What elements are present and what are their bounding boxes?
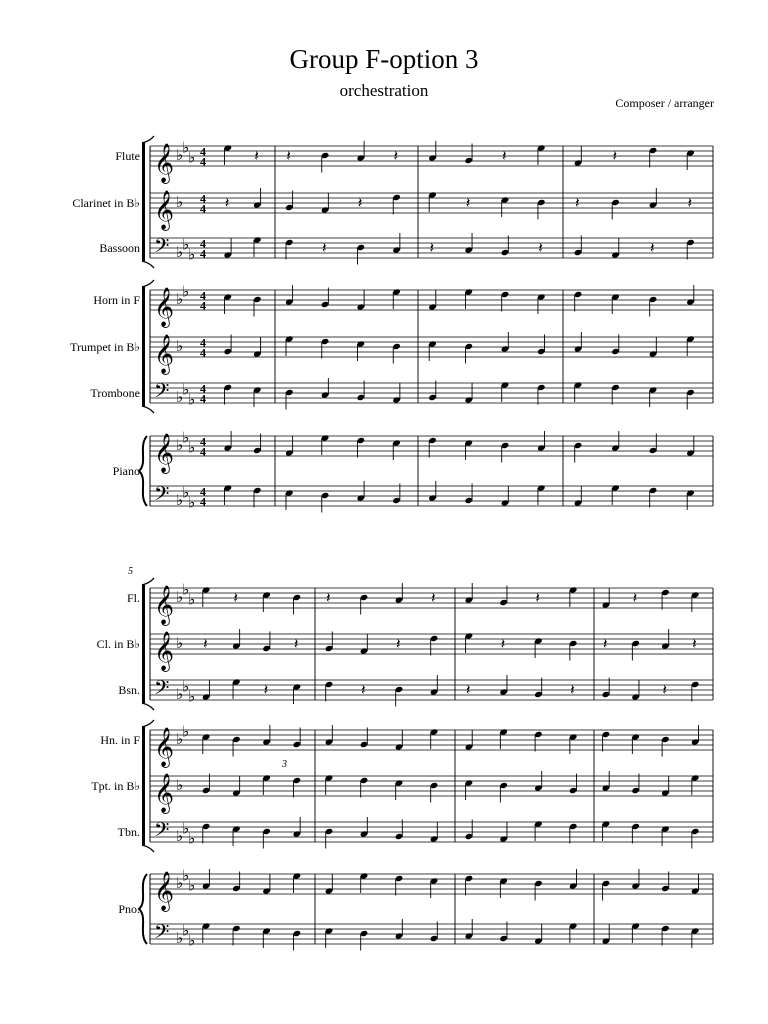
bracket-hook bbox=[142, 703, 154, 710]
time-signature-top: 4 bbox=[200, 484, 206, 499]
instrument-label: Trombone bbox=[90, 386, 140, 400]
quarter-rest: 𝄽 bbox=[263, 681, 269, 699]
key-signature-flat: ♭ bbox=[176, 827, 184, 845]
time-signature-bottom: 4 bbox=[200, 201, 206, 216]
quarter-rest: 𝄽 bbox=[361, 681, 366, 699]
bracket-hook bbox=[142, 578, 154, 585]
key-signature-flat: ♭ bbox=[176, 730, 184, 748]
quarter-rest: 𝄽 bbox=[535, 589, 540, 607]
quarter-rest: 𝄽 bbox=[293, 635, 299, 653]
key-signature-flat: ♭ bbox=[188, 829, 196, 848]
quarter-rest: 𝄽 bbox=[233, 589, 238, 607]
treble-clef: 𝄞 bbox=[154, 287, 175, 327]
key-signature-flat: ♭ bbox=[176, 776, 184, 794]
key-signature-flat: ♭ bbox=[176, 685, 184, 703]
instrument-label: Flute bbox=[115, 149, 140, 163]
treble-clef: 𝄞 bbox=[154, 334, 175, 374]
treble-clef: 𝄞 bbox=[154, 773, 175, 813]
instrument-label: Tbn. bbox=[117, 825, 140, 839]
key-signature-flat: ♭ bbox=[182, 380, 190, 399]
instrument-label: Bsn. bbox=[118, 683, 140, 697]
key-signature-flat: ♭ bbox=[182, 235, 190, 254]
key-signature-flat: ♭ bbox=[176, 588, 184, 606]
bass-clef: 𝄢 bbox=[154, 818, 170, 846]
quarter-rest: 𝄽 bbox=[602, 635, 608, 653]
system-2 bbox=[139, 578, 713, 951]
instrument-label: Horn in F bbox=[93, 293, 140, 307]
quarter-rest: 𝄽 bbox=[429, 239, 435, 257]
time-signature-bottom: 4 bbox=[200, 345, 206, 360]
instrument-label: Clarinet in B♭ bbox=[72, 196, 140, 210]
instrument-label: Trumpet in B♭ bbox=[70, 340, 140, 354]
bracket-hook bbox=[142, 406, 154, 413]
quarter-rest: 𝄽 bbox=[632, 589, 638, 607]
key-signature-flat: ♭ bbox=[188, 390, 196, 409]
instrument-label: Bassoon bbox=[99, 241, 140, 255]
treble-clef: 𝄞 bbox=[154, 143, 175, 183]
quarter-rest: 𝄽 bbox=[500, 635, 506, 653]
key-signature-flat: ♭ bbox=[176, 193, 184, 211]
key-signature-flat: ♭ bbox=[182, 483, 190, 502]
quarter-rest: 𝄽 bbox=[431, 589, 436, 607]
quarter-rest: 𝄽 bbox=[570, 681, 575, 699]
key-signature-flat: ♭ bbox=[176, 436, 184, 454]
key-signature-flat: ♭ bbox=[188, 438, 196, 457]
quarter-rest: 𝄽 bbox=[692, 635, 697, 653]
key-signature-flat: ♭ bbox=[188, 148, 196, 167]
bracket-hook bbox=[142, 136, 154, 143]
time-signature-bottom: 4 bbox=[200, 444, 206, 459]
quarter-rest: 𝄽 bbox=[357, 194, 363, 212]
score-subtitle: orchestration bbox=[339, 81, 429, 100]
time-signature-top: 4 bbox=[200, 335, 206, 350]
key-signature-flat: ♭ bbox=[188, 687, 196, 706]
time-signature-top: 4 bbox=[200, 236, 206, 251]
key-signature-flat: ♭ bbox=[188, 493, 196, 512]
key-signature-flat: ♭ bbox=[176, 634, 184, 652]
quarter-rest: 𝄽 bbox=[396, 635, 401, 653]
time-signature-top: 4 bbox=[200, 434, 206, 449]
quarter-rest: 𝄽 bbox=[687, 194, 693, 212]
instrument-label: Piano bbox=[112, 464, 140, 478]
key-signature-flat: ♭ bbox=[176, 874, 184, 892]
treble-clef: 𝄞 bbox=[154, 585, 175, 625]
instrument-label: Fl. bbox=[126, 591, 140, 605]
piano-brace bbox=[139, 436, 147, 506]
quarter-rest: 𝄽 bbox=[575, 194, 580, 212]
bracket-hook bbox=[142, 280, 154, 287]
treble-clef: 𝄞 bbox=[154, 190, 175, 230]
quarter-rest: 𝄽 bbox=[538, 239, 543, 257]
quarter-rest: 𝄽 bbox=[662, 681, 667, 699]
instrument-label: Pno. bbox=[118, 902, 140, 916]
treble-clef: 𝄞 bbox=[154, 727, 175, 767]
time-signature-bottom: 4 bbox=[200, 391, 206, 406]
composer-credit: Composer / arranger bbox=[615, 96, 714, 110]
key-signature-flat: ♭ bbox=[182, 921, 190, 940]
key-signature-flat: ♭ bbox=[182, 866, 190, 885]
key-signature-flat: ♭ bbox=[176, 243, 184, 261]
quarter-rest: 𝄽 bbox=[224, 194, 230, 212]
piano-brace bbox=[139, 874, 147, 944]
group-bracket bbox=[142, 287, 145, 406]
bass-clef: 𝄢 bbox=[154, 920, 170, 948]
time-signature-bottom: 4 bbox=[200, 154, 206, 169]
time-signature-bottom: 4 bbox=[200, 494, 206, 509]
time-signature-bottom: 4 bbox=[200, 298, 206, 313]
quarter-rest: 𝄽 bbox=[393, 147, 399, 165]
group-bracket bbox=[142, 585, 145, 703]
quarter-rest: 𝄽 bbox=[322, 239, 327, 257]
quarter-rest: 𝄽 bbox=[650, 239, 655, 257]
quarter-rest: 𝄽 bbox=[465, 194, 471, 212]
measure-number: 5 bbox=[128, 566, 133, 577]
key-signature-flat: ♭ bbox=[188, 931, 196, 950]
time-signature-top: 4 bbox=[200, 191, 206, 206]
instrument-label: Hn. in F bbox=[100, 733, 140, 747]
instrument-label: Tpt. in B♭ bbox=[91, 779, 140, 793]
key-signature-flat: ♭ bbox=[188, 590, 196, 609]
treble-clef: 𝄞 bbox=[154, 433, 175, 473]
time-signature-top: 4 bbox=[200, 381, 206, 396]
key-signature-flat: ♭ bbox=[182, 428, 190, 447]
key-signature-flat: ♭ bbox=[182, 819, 190, 838]
group-bracket bbox=[142, 143, 145, 261]
key-signature-flat: ♭ bbox=[188, 245, 196, 264]
key-signature-flat: ♭ bbox=[182, 138, 190, 157]
quarter-rest: 𝄽 bbox=[286, 147, 291, 165]
system-1 bbox=[139, 136, 713, 513]
key-signature-flat: ♭ bbox=[176, 146, 184, 164]
treble-clef: 𝄞 bbox=[154, 871, 175, 911]
group-bracket bbox=[142, 727, 145, 845]
key-signature-flat: ♭ bbox=[176, 290, 184, 308]
bass-clef: 𝄢 bbox=[154, 379, 170, 407]
key-signature-flat: ♭ bbox=[176, 491, 184, 509]
score-title: Group F-option 3 bbox=[289, 44, 479, 74]
tuplet-number: 3 bbox=[282, 759, 287, 770]
time-signature-top: 4 bbox=[200, 288, 206, 303]
time-signature-top: 4 bbox=[200, 144, 206, 159]
treble-clef: 𝄞 bbox=[154, 631, 175, 671]
quarter-rest: 𝄽 bbox=[254, 147, 259, 165]
bracket-hook bbox=[142, 261, 154, 268]
quarter-rest: 𝄽 bbox=[612, 147, 618, 165]
key-signature-flat: ♭ bbox=[176, 337, 184, 355]
instrument-label: Cl. in B♭ bbox=[96, 637, 140, 651]
quarter-rest: 𝄽 bbox=[502, 147, 507, 165]
key-signature-flat: ♭ bbox=[182, 722, 190, 741]
bracket-hook bbox=[142, 720, 154, 727]
bass-clef: 𝄢 bbox=[154, 234, 170, 262]
key-signature-flat: ♭ bbox=[182, 677, 190, 696]
key-signature-flat: ♭ bbox=[188, 876, 196, 895]
key-signature-flat: ♭ bbox=[176, 929, 184, 947]
key-signature-flat: ♭ bbox=[176, 388, 184, 406]
quarter-rest: 𝄽 bbox=[465, 681, 471, 699]
quarter-rest: 𝄽 bbox=[203, 635, 208, 653]
bass-clef: 𝄢 bbox=[154, 482, 170, 510]
quarter-rest: 𝄽 bbox=[326, 589, 331, 607]
bass-clef: 𝄢 bbox=[154, 676, 170, 704]
bracket-hook bbox=[142, 845, 154, 852]
key-signature-flat: ♭ bbox=[182, 580, 190, 599]
time-signature-bottom: 4 bbox=[200, 246, 206, 261]
key-signature-flat: ♭ bbox=[182, 282, 190, 301]
